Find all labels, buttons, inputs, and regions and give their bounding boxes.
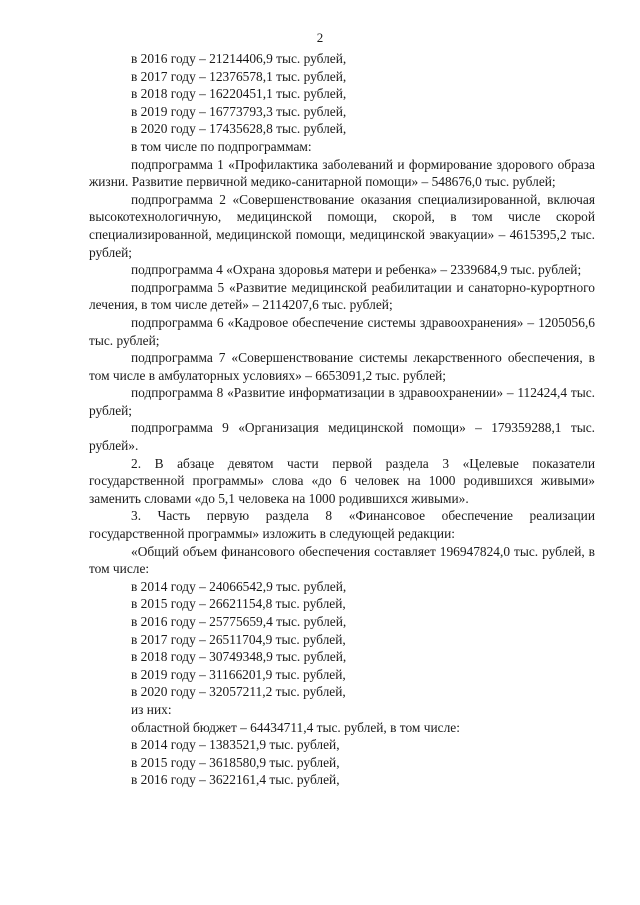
- year-line: в 2019 году – 31166201,9 тыс. рублей,: [131, 666, 346, 682]
- of-them-label: из них:: [131, 701, 172, 717]
- year-line: в 2015 году – 3618580,9 тыс. рублей,: [131, 754, 340, 770]
- regional-budget-line: областной бюджет – 64434711,4 тыс. рублей, в том числе:: [131, 719, 460, 735]
- year-line: в 2018 году – 16220451,1 тыс. рублей,: [131, 86, 347, 102]
- year-line: в 2020 году – 17435628,8 тыс. рублей,: [131, 121, 347, 137]
- amendment-item-3: 3. Часть первую раздела 8 «Финансовое обеспечение реализации государственной программы» изложить в следующей редакции:: [89, 508, 595, 542]
- subprograms-intro: в том числе по подпрограммам:: [131, 138, 312, 154]
- subprogram-paragraph: подпрограмма 6 «Кадровое обеспечение системы здравоохранения» – 1205056,6 тыс. рублей;: [89, 314, 595, 348]
- subprogram-paragraph: подпрограмма 8 «Развитие информатизации в здравоохранении» – 112424,4 тыс. рублей;: [89, 385, 595, 418]
- year-line: в 2019 году – 16773793,3 тыс. рублей,: [131, 103, 347, 119]
- year-line: в 2014 году – 1383521,9 тыс. рублей,: [131, 737, 340, 753]
- subprogram-paragraph: подпрограмма 5 «Развитие медицинской реабилитации и санаторно-курортного лечения, в том числе детей» – 2114207,6 тыс. рублей;: [89, 279, 595, 313]
- subprogram-paragraph: подпрограмма 1 «Профилактика заболеваний и формирование здорового образа жизни. Развитие первичной медико-санитарной помощи» – 548676,0 тыс. рублей;: [89, 156, 595, 190]
- year-line: в 2016 году – 25775659,4 тыс. рублей,: [131, 614, 347, 629]
- year-line: в 2017 году – 12376578,1 тыс. рублей,: [131, 68, 347, 84]
- year-line: в 2020 году – 32057211,2 тыс. рублей,: [131, 684, 346, 700]
- amendment-item-2: 2. В абзаце девятом части первой раздела 3 «Целевые показатели государственной программы» слова «до 6 человек на 1000 родившихся живыми» заменить словами «до 5,1 человека на 1000 родившихся живыми».: [89, 455, 595, 506]
- year-line: в 2016 году – 3622161,4 тыс. рублей,: [131, 772, 340, 788]
- year-line: в 2016 году – 21214406,9 тыс. рублей,: [131, 51, 347, 66]
- year-line: в 2014 году – 24066542,9 тыс. рублей,: [131, 578, 347, 594]
- subprogram-paragraph: подпрограмма 7 «Совершенствование системы лекарственного обеспечения, в том числе в амбулаторных условиях» – 6653091,2 тыс. рублей;: [89, 350, 595, 383]
- total-funding-paragraph: «Общий объем финансового обеспечения составляет 196947824,0 тыс. рублей, в том числе:: [89, 543, 595, 577]
- subprogram-paragraph: подпрограмма 9 «Организация медицинской помощи» – 179359288,1 тыс. рублей».: [89, 420, 595, 454]
- subprogram-paragraph: подпрограмма 2 «Совершенствование оказания специализированной, включая высокотехнологичную, медицинской помощи, скорой, в том числе скорой специализированной, медицинской помощи, медицинской эвакуации» – 4615395,2 тыс. рублей;: [89, 191, 595, 260]
- year-line: в 2018 году – 30749348,9 тыс. рублей,: [131, 649, 347, 665]
- document-body: [89, 50, 595, 789]
- year-line: в 2015 году – 26621154,8 тыс. рублей,: [131, 596, 346, 612]
- page-number: 2: [316, 30, 324, 45]
- subprogram-paragraph: подпрограмма 4 «Охрана здоровья матери и ребенка» – 2339684,9 тыс. рублей;: [131, 262, 582, 278]
- year-line: в 2017 году – 26511704,9 тыс. рублей,: [131, 631, 346, 647]
